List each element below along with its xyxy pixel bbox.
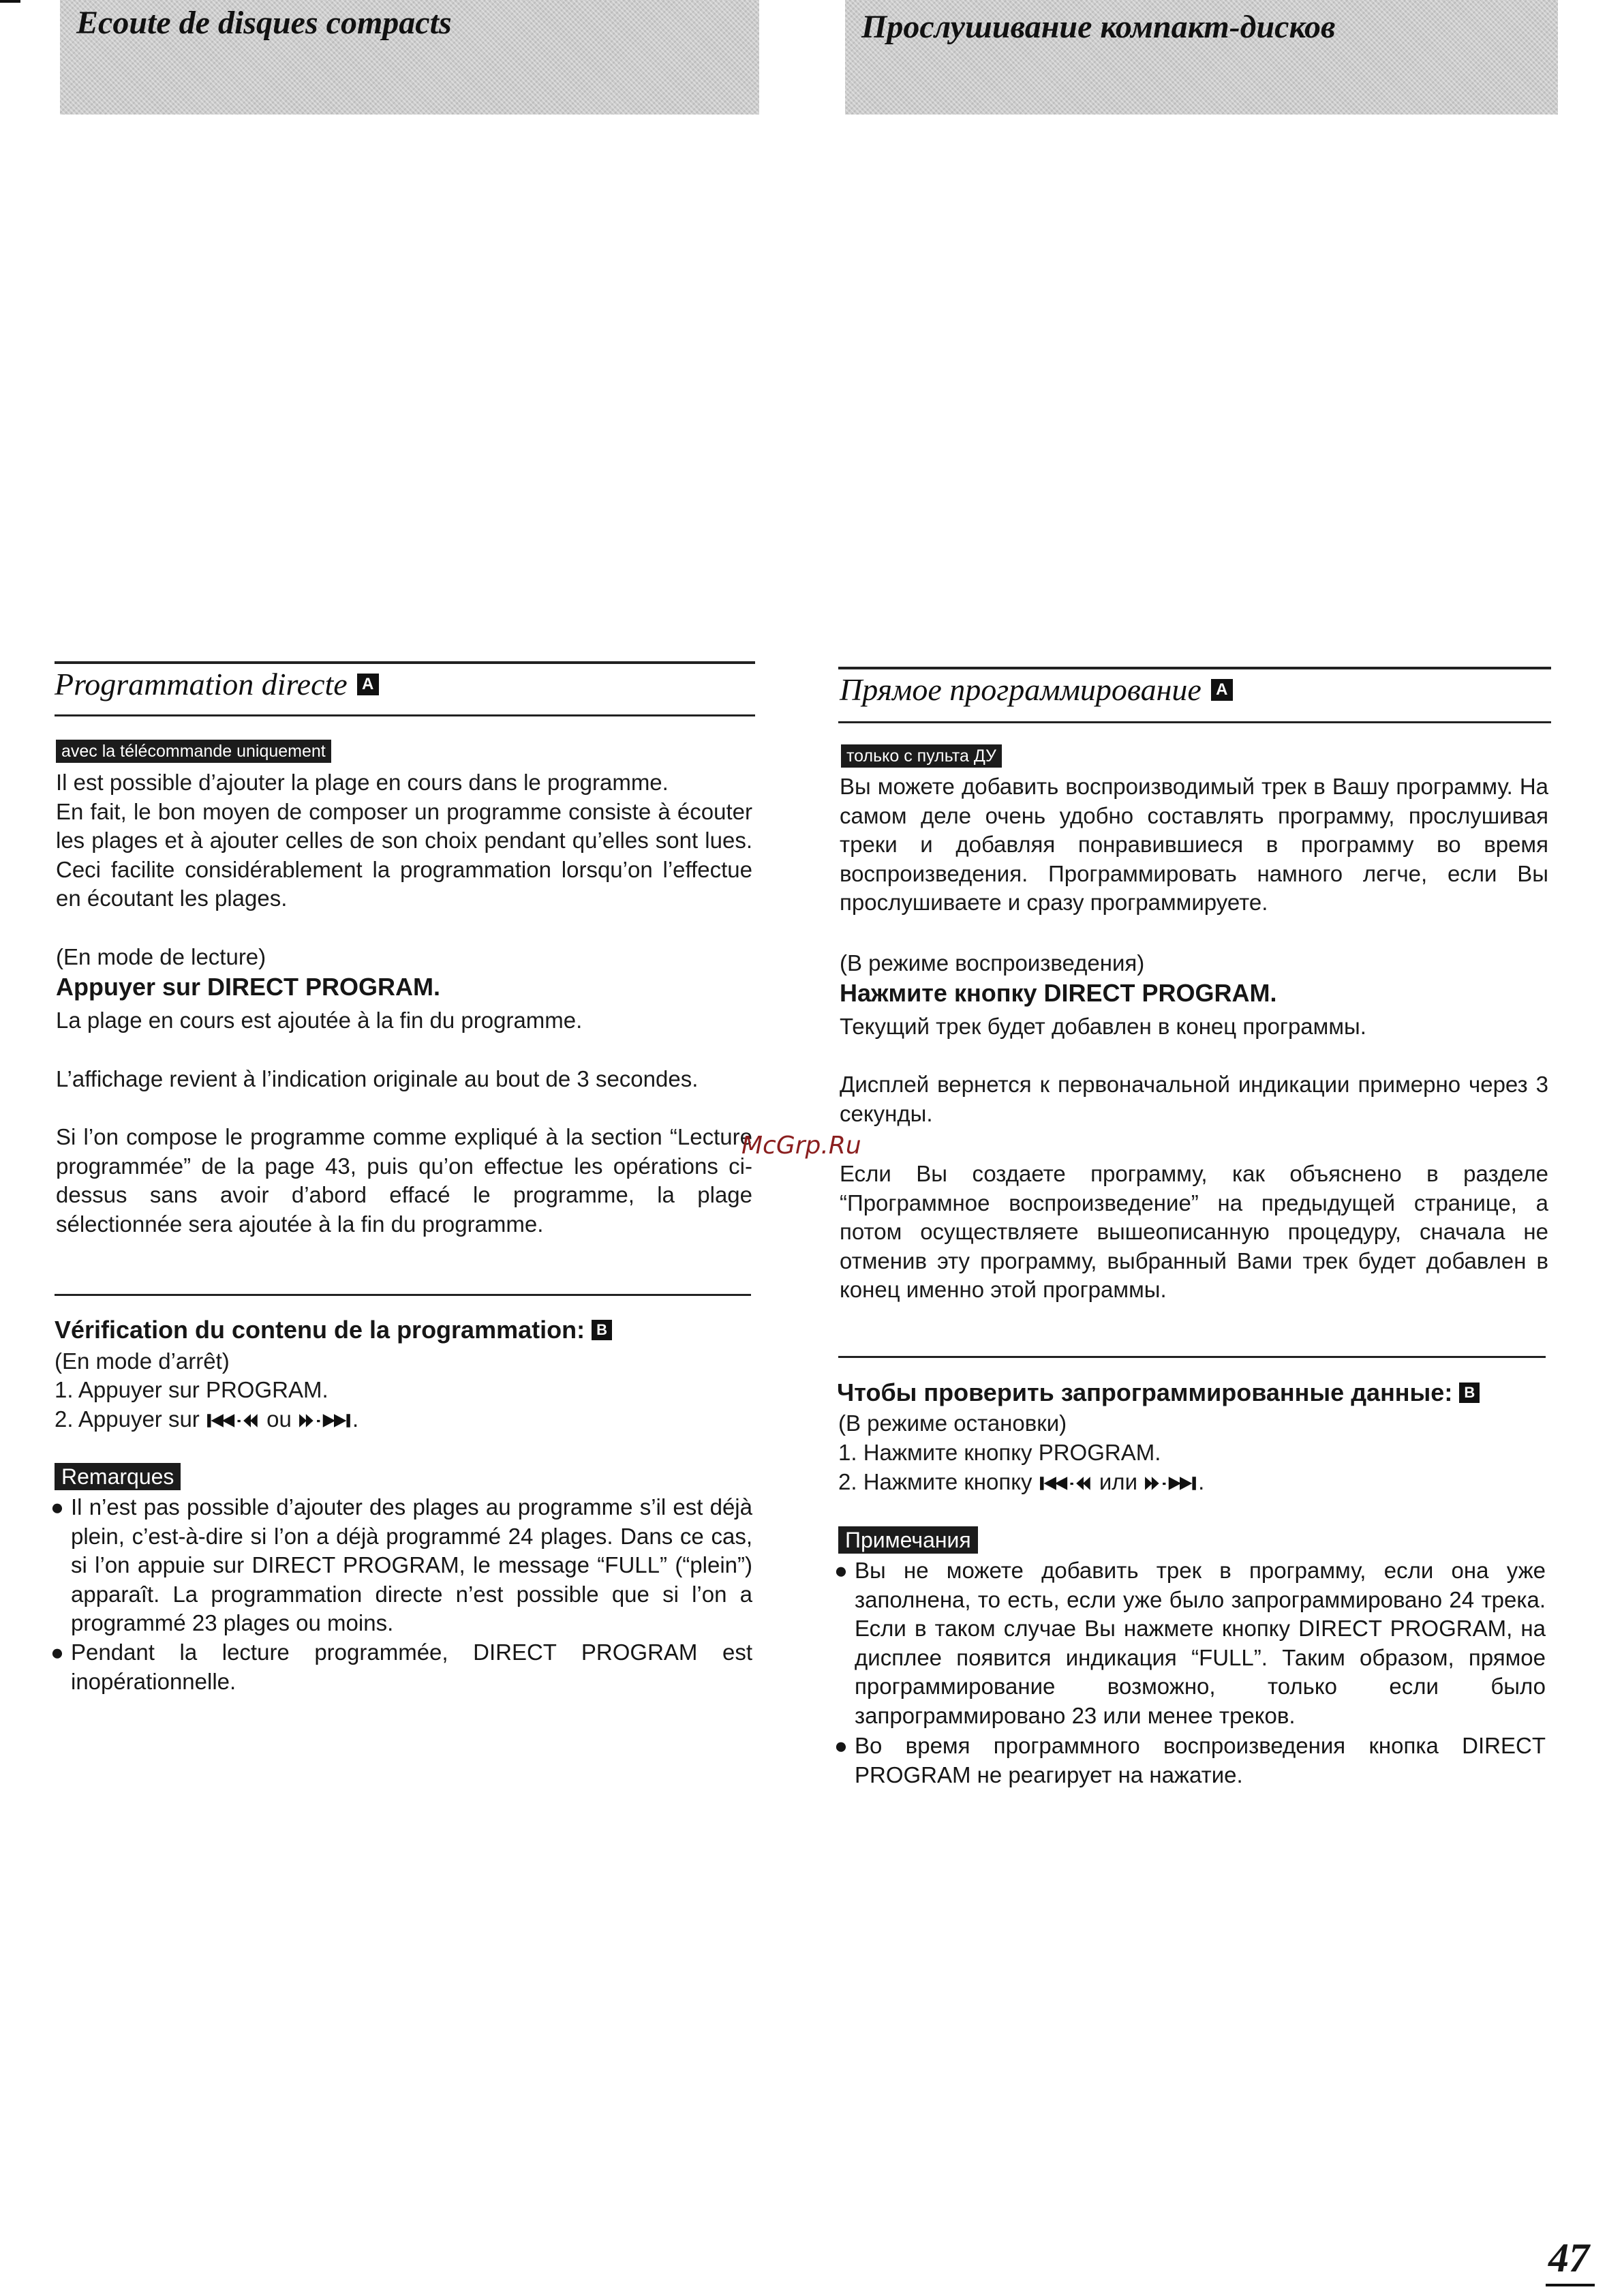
mode-label: (В режиме воспроизведения) [840, 950, 1145, 976]
intro-text: Il est possible d’ajouter la plage en cours dans le programme. En fait, le bon moyen de composer un programme consiste à écouter les plages et à ajouter celles de son choix pendant qu’elles sont lues. Ceci facilite considérablement la programmation lorsqu’on l’effectue en écoutant les plages. [56, 770, 752, 911]
page-number: 47 [1548, 2235, 1589, 2280]
instruction: Нажмите кнопку DIRECT PROGRAM. [840, 979, 1277, 1007]
step-1: 1. Appuyer sur PROGRAM. [55, 1377, 328, 1402]
remark-item: ● Il n’est pas possible d’ajouter des plages au programme s’il est déjà plein, c’est-à-dire si l’on a déjà programmé 24 plages. Dans ce cas, si l’on appuie sur DIRECT PROGRAM, le message “FULL” (“plein”) apparaît. La programmation directe n’est possible que si l’on a programmé 23 plages ou moins. [50, 1494, 752, 1635]
verification-heading: Vérification du contenu de la programmation: B [55, 1316, 612, 1344]
remarks-tag: Примечания [838, 1526, 978, 1554]
watermark: McGrp.Ru [741, 1132, 861, 1160]
mark-a-icon: A [1211, 679, 1233, 701]
display-note: Дисплей вернется к первоначальной индикации примерно через 3 секунды. [840, 1072, 1548, 1126]
step-2: 2. Appuyer sur ou . [55, 1406, 359, 1432]
mark-b-icon: B [592, 1320, 612, 1340]
verification-heading: Чтобы проверить запрограммированные данные: B [837, 1378, 1480, 1407]
divider-rule [838, 1356, 1546, 1358]
bullet-icon: ● [50, 1494, 64, 1520]
remark-item: ● Pendant la lecture programmée, DIRECT PROGRAM est inopérationnelle. [50, 1640, 752, 1694]
bullet-icon: ● [834, 1733, 848, 1758]
compose-note: Si l’on compose le programme comme expliqué à la section “Lecture programmée” de la page 43, puis qu’on effectue les opérations ci-dessus sans avoir d’abord effacé le programme, la plage sélectionnée sera ajoutée à la fin du programme. [56, 1124, 752, 1237]
section-rule-top [55, 661, 755, 664]
stop-mode-label: (В режиме остановки) [838, 1410, 1067, 1436]
remote-only-tag: avec la télécommande uniquement [56, 740, 331, 763]
mark-b-icon: B [1459, 1383, 1480, 1403]
header-band-right [845, 0, 1558, 115]
divider-rule [55, 1294, 751, 1296]
bullet-icon: ● [50, 1640, 64, 1665]
fast-forward-skip-icon [298, 1412, 352, 1430]
corner-mark [0, 0, 20, 3]
remark-item: ● Во время программного воспроизведения кнопка DIRECT PROGRAM не реагирует на нажатие. [834, 1733, 1546, 1787]
skip-back-rewind-icon [1039, 1475, 1093, 1492]
result-text: Текущий трек будет добавлен в конец программы. [840, 1014, 1366, 1039]
header-title-left: Ecoute de disques compacts [76, 5, 452, 41]
page-number-underline [1546, 2284, 1595, 2286]
remote-only-tag: только с пульта ДУ [841, 744, 1002, 768]
bullet-icon: ● [834, 1558, 848, 1583]
section-rule-top [838, 667, 1551, 669]
fast-forward-skip-icon [1144, 1475, 1198, 1492]
header-title-right: Прослушивание компакт-дисков [861, 9, 1336, 45]
instruction: Appuyer sur DIRECT PROGRAM. [56, 973, 441, 1001]
skip-back-rewind-icon [206, 1412, 260, 1430]
stop-mode-label: (En mode d’arrêt) [55, 1348, 230, 1374]
remarks-tag: Remarques [55, 1463, 181, 1490]
mode-label: (En mode de lecture) [56, 944, 266, 969]
remark-item: ● Вы не можете добавить трек в программу, если она уже заполнена, то есть, если уже было запрограммировано 24 трека. Если в таком случае Вы нажмете кнопку DIRECT PROGRAM, на дисплее появится индикация “FULL”. Таким образом, прямое программирование возможно, только если было запрограммировано 23 или менее треков. [834, 1558, 1546, 1728]
section-title-direct-programming: Прямое программирование A [840, 671, 1233, 708]
step-2: 2. Нажмите кнопку или . [838, 1469, 1205, 1494]
result-text: La plage en cours est ajoutée à la fin du programme. [56, 1008, 583, 1033]
section-rule-bottom [55, 714, 755, 716]
intro-text: Вы можете добавить воспроизводимый трек в Вашу программу. На самом деле очень удобно составлять программу, прослушивая треки и добавляя понравившиеся в программу во время воспроизведения. Программировать намного легче, если Вы прослушиваете и сразу программируете. [840, 774, 1548, 915]
step-1: 1. Нажмите кнопку PROGRAM. [838, 1440, 1161, 1465]
display-note: L’affichage revient à l’indication originale au bout de 3 secondes. [56, 1066, 699, 1091]
section-rule-bottom [838, 721, 1551, 723]
section-title-direct-programming: Programmation directe A [55, 666, 379, 702]
header-band-left [60, 0, 759, 115]
compose-note: Если Вы создаете программу, как объяснено в разделе “Программное воспроизведение” на предыдущей странице, а потом осуществляете вышеописанную процедуру, сначала не отменив эту программу, выбранный Вами трек будет добавлен в конец именно этой программы. [840, 1161, 1548, 1302]
mark-a-icon: A [357, 674, 379, 695]
